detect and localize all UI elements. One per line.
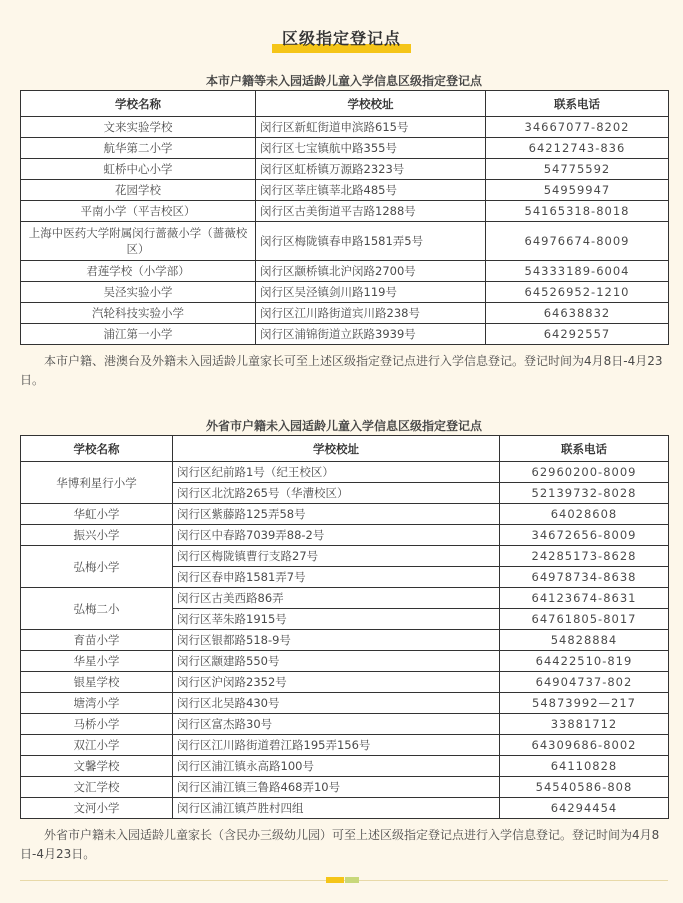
phone-cell: 52139732-8028 [500, 483, 669, 504]
school-address-cell: 闵行区江川路街道碧江路195弄156号 [173, 735, 500, 756]
school-name-cell: 上海中医药大学附属闵行蔷薇小学（蔷薇校区） [21, 222, 256, 261]
phone-cell: 54775592 [486, 159, 669, 180]
bottom-accent-mark-secondary [345, 877, 359, 883]
phone-cell: 34667077-8202 [486, 117, 669, 138]
section1-note: 本市户籍、港澳台及外籍未入园适龄儿童家长可至上述区级指定登记点进行入学信息登记。登记时间为4月8日-4月23日。 [20, 354, 663, 387]
table-row [21, 138, 669, 159]
title-wrap [0, 26, 683, 53]
school-address-cell: 闵行区北沈路265号（华漕校区） [173, 483, 500, 504]
header-school-address: 学校校址 [256, 91, 486, 117]
phone-cell: 54165318-8018 [486, 201, 669, 222]
phone-cell: 64110828 [500, 756, 669, 777]
table-row [21, 117, 669, 138]
table-row [21, 180, 669, 201]
school-name-cell: 弘梅小学 [21, 546, 173, 588]
phone-cell: 64422510-819 [500, 651, 669, 672]
bottom-divider [20, 880, 668, 881]
table-row [21, 546, 669, 567]
school-name-cell: 吴泾实验小学 [21, 282, 256, 303]
table-row [21, 588, 669, 609]
school-name-cell: 塘湾小学 [21, 693, 173, 714]
school-name-cell: 君莲学校（小学部） [21, 261, 256, 282]
school-address-cell: 闵行区北吴路430号 [173, 693, 500, 714]
phone-cell: 34672656-8009 [500, 525, 669, 546]
school-address-cell: 闵行区新虹街道申滨路615号 [256, 117, 486, 138]
school-name-cell: 华虹小学 [21, 504, 173, 525]
school-name-cell: 虹桥中心小学 [21, 159, 256, 180]
school-name-cell: 汽轮科技实验小学 [21, 303, 256, 324]
table-row [21, 735, 669, 756]
school-address-cell: 闵行区莘庄镇莘北路485号 [256, 180, 486, 201]
school-address-cell: 闵行区梅陇镇春申路1581弄5号 [256, 222, 486, 261]
school-name-cell: 双江小学 [21, 735, 173, 756]
table-row [21, 222, 669, 261]
table-row [21, 504, 669, 525]
table-row [21, 282, 669, 303]
phone-cell: 64028608 [500, 504, 669, 525]
school-address-cell: 闵行区浦江镇芦胜村四组 [173, 798, 500, 819]
table-row [21, 756, 669, 777]
school-name-cell: 弘梅二小 [21, 588, 173, 630]
school-address-cell: 闵行区浦锦街道立跃路3939号 [256, 324, 486, 345]
school-name-cell: 育苗小学 [21, 630, 173, 651]
school-name-cell: 银星学校 [21, 672, 173, 693]
school-name-cell: 文汇学校 [21, 777, 173, 798]
phone-cell: 54828884 [500, 630, 669, 651]
table-row [21, 201, 669, 222]
phone-cell: 24285173-8628 [500, 546, 669, 567]
school-address-cell: 闵行区古美西路86弄 [173, 588, 500, 609]
section1-table [20, 90, 669, 345]
school-address-cell: 闵行区颛桥镇北沪闵路2700号 [256, 261, 486, 282]
school-address-cell: 闵行区纪前路1号（纪王校区） [173, 462, 500, 483]
school-address-cell: 闵行区古美街道平吉路1288号 [256, 201, 486, 222]
school-name-cell: 振兴小学 [21, 525, 173, 546]
school-address-cell: 闵行区七宝镇航中路355号 [256, 138, 486, 159]
school-name-cell: 文来实验学校 [21, 117, 256, 138]
section1-caption: 本市户籍等未入园适龄儿童入学信息区级指定登记点 [205, 74, 482, 88]
phone-cell: 64638832 [486, 303, 669, 324]
section2-note: 外省市户籍未入园适龄儿童家长（含民办三级幼儿园）可至上述区级指定登记点进行入学信息登记。登记时间为4月8日-4月23日。 [20, 828, 660, 861]
header-phone: 联系电话 [486, 91, 669, 117]
school-name-cell: 文馨学校 [21, 756, 173, 777]
phone-cell: 62960200-8009 [500, 462, 669, 483]
phone-cell: 64123674-8631 [500, 588, 669, 609]
school-name-cell: 华星小学 [21, 651, 173, 672]
school-name-cell: 花园学校 [21, 180, 256, 201]
school-address-cell: 闵行区颛建路550号 [173, 651, 500, 672]
phone-cell: 33881712 [500, 714, 669, 735]
table-row [21, 324, 669, 345]
phone-cell: 64526952-1210 [486, 282, 669, 303]
school-address-cell: 闵行区春申路1581弄7号 [173, 567, 500, 588]
phone-cell: 64976674-8009 [486, 222, 669, 261]
page-title: 区级指定登记点 [274, 26, 409, 53]
section2-caption: 外省市户籍未入园适龄儿童入学信息区级指定登记点 [205, 419, 482, 433]
school-address-cell: 闵行区梅陇镇曹行支路27号 [173, 546, 500, 567]
table-row [21, 798, 669, 819]
phone-cell: 64904737-802 [500, 672, 669, 693]
table-row [21, 651, 669, 672]
school-name-cell: 文河小学 [21, 798, 173, 819]
header-school-name: 学校名称 [21, 91, 256, 117]
table-row [21, 672, 669, 693]
school-address-cell: 闵行区浦江镇永高路100号 [173, 756, 500, 777]
school-address-cell: 闵行区富杰路30号 [173, 714, 500, 735]
school-address-cell: 闵行区虹桥镇万源路2323号 [256, 159, 486, 180]
school-address-cell: 闵行区银都路518-9号 [173, 630, 500, 651]
school-address-cell: 闵行区沪闵路2352号 [173, 672, 500, 693]
phone-cell: 64761805-8017 [500, 609, 669, 630]
table-row [21, 525, 669, 546]
bottom-accent-mark [326, 877, 344, 883]
phone-cell: 54333189-6004 [486, 261, 669, 282]
table-row [21, 462, 669, 483]
header-school-address: 学校校址 [173, 436, 500, 462]
school-name-cell: 华博利星行小学 [21, 462, 173, 504]
table-header-row [21, 91, 669, 117]
school-address-cell: 闵行区吴泾镇剑川路119号 [256, 282, 486, 303]
table-row [21, 159, 669, 180]
phone-cell: 54540586-808 [500, 777, 669, 798]
phone-cell: 64292557 [486, 324, 669, 345]
school-address-cell: 闵行区中春路7039弄88-2号 [173, 525, 500, 546]
school-address-cell: 闵行区江川路街道宾川路238号 [256, 303, 486, 324]
phone-cell: 54873992—217 [500, 693, 669, 714]
school-name-cell: 航华第二小学 [21, 138, 256, 159]
phone-cell: 64978734-8638 [500, 567, 669, 588]
school-address-cell: 闵行区浦江镇三鲁路468弄10号 [173, 777, 500, 798]
table-row [21, 630, 669, 651]
school-name-cell: 浦江第一小学 [21, 324, 256, 345]
phone-cell: 64212743-836 [486, 138, 669, 159]
school-name-cell: 马桥小学 [21, 714, 173, 735]
section2-table [20, 435, 669, 819]
table-header-row [21, 436, 669, 462]
table-row [21, 261, 669, 282]
school-name-cell: 平南小学（平吉校区） [21, 201, 256, 222]
phone-cell: 64309686-8002 [500, 735, 669, 756]
header-school-name: 学校名称 [21, 436, 173, 462]
table-row [21, 714, 669, 735]
school-address-cell: 闵行区紫藤路125弄58号 [173, 504, 500, 525]
phone-cell: 64294454 [500, 798, 669, 819]
table-row [21, 693, 669, 714]
header-phone: 联系电话 [500, 436, 669, 462]
table-row [21, 303, 669, 324]
table-row [21, 777, 669, 798]
school-address-cell: 闵行区莘朱路1915号 [173, 609, 500, 630]
phone-cell: 54959947 [486, 180, 669, 201]
